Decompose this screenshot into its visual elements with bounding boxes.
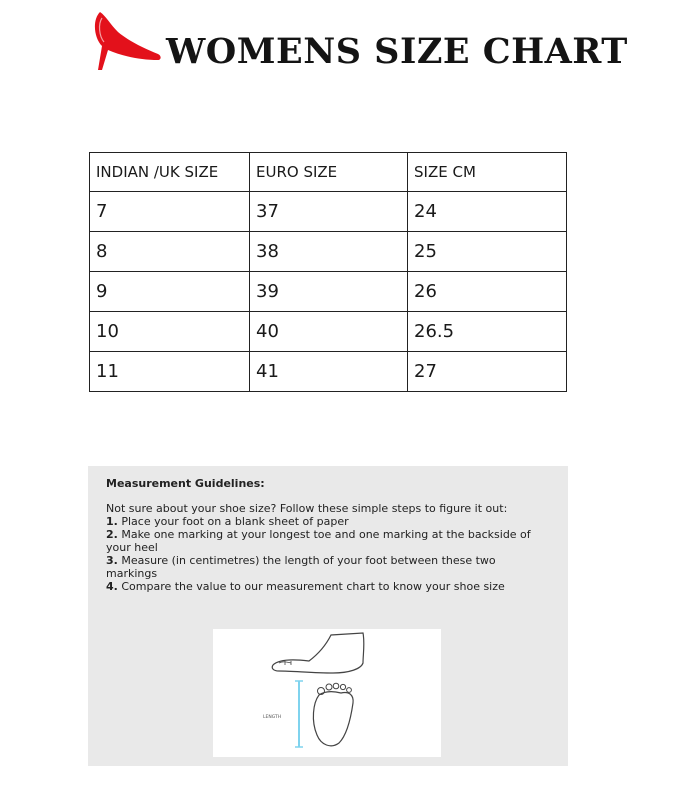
cell-size-cm: 27 (408, 352, 567, 392)
cell-size-cm: 26.5 (408, 312, 567, 352)
cell-indian-uk-size: 8 (90, 232, 250, 272)
measurement-guidelines-panel (88, 466, 568, 766)
page-title: WOMENS SIZE CHART (166, 30, 628, 72)
guideline-step (106, 554, 550, 580)
table-row (90, 232, 567, 272)
step-text: Compare the value to our measurement chart to know your shoe size (121, 580, 505, 593)
cell-size-cm: 25 (408, 232, 567, 272)
table-row (90, 312, 567, 352)
table-header-row (90, 153, 567, 192)
cell-euro-size: 41 (250, 352, 408, 392)
step-number: 2. (106, 528, 118, 541)
header-size-cm: SIZE CM (408, 153, 567, 192)
cell-size-cm: 26 (408, 272, 567, 312)
guideline-step (106, 580, 550, 593)
guidelines-heading: Measurement Guidelines: (106, 477, 265, 490)
foot-side-view (272, 633, 364, 673)
foot-top-view (313, 692, 353, 746)
guideline-step (106, 528, 550, 554)
guidelines-intro: Not sure about your shoe size? Follow these simple steps to figure it out: (106, 502, 508, 515)
table-row (90, 272, 567, 312)
step-text: Make one marking at your longest toe and one marking at the backside of your heel (106, 528, 531, 554)
high-heel-icon (88, 8, 164, 72)
header-indian-uk-size: INDIAN /UK SIZE (90, 153, 250, 192)
foot-measurement-diagram (213, 629, 441, 757)
header (88, 8, 628, 72)
step-text: Measure (in centimetres) the length of your foot between these two markings (106, 554, 496, 580)
heel-shape (95, 12, 161, 70)
step-number: 4. (106, 580, 118, 593)
step-text: Place your foot on a blank sheet of paper (121, 515, 349, 528)
cell-euro-size: 37 (250, 192, 408, 232)
cell-indian-uk-size: 11 (90, 352, 250, 392)
size-chart-table (89, 152, 567, 392)
cell-euro-size: 38 (250, 232, 408, 272)
cell-size-cm: 24 (408, 192, 567, 232)
step-number: 3. (106, 554, 118, 567)
foot-outline-icon (213, 629, 441, 757)
length-label: LENGTH (263, 715, 282, 720)
cell-indian-uk-size: 10 (90, 312, 250, 352)
cell-euro-size: 40 (250, 312, 408, 352)
cell-indian-uk-size: 7 (90, 192, 250, 232)
step-number: 1. (106, 515, 118, 528)
cell-euro-size: 39 (250, 272, 408, 312)
guideline-step (106, 515, 550, 528)
table-row (90, 192, 567, 232)
table-row (90, 352, 567, 392)
header-euro-size: EURO SIZE (250, 153, 408, 192)
cell-indian-uk-size: 9 (90, 272, 250, 312)
